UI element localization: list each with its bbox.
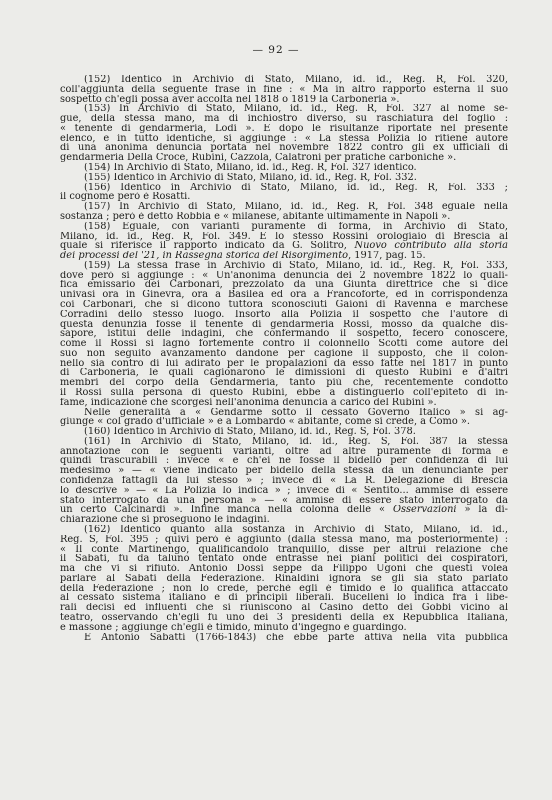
note-159-line-11: nello sia contro di lui adirato per le propalazioni da esso fatte nel 1817 in punto bbox=[60, 358, 508, 369]
note-160-line-1: (160) Identico in Archivio di Stato, Milano, id. id., Reg. S, Fol. 378. bbox=[84, 427, 416, 437]
note-153-line-1: (153) In Archivio di Stato, Milano, id. id., Reg. R, Fol. 327 al nome se- bbox=[84, 104, 508, 115]
note-159-line-14: il Rossi sulla persona di questo Rubini, ebbe a distinguerlo coll'epiteto di in- bbox=[60, 388, 508, 398]
note-158-text-a: quale si riferisce il rapporto indicato da G. Solitro, bbox=[60, 241, 355, 252]
note-162-line-4: il Sabati, fu da taluno tentato onde entrasse nei piani politici dei cospiratori, bbox=[60, 554, 508, 565]
note-162-line-6: parlare al Sabati della Federazione. Rinaldini ignora se gli sia stato parlato bbox=[60, 573, 508, 584]
note-152-line-1: (152) Identico in Archivio di Stato, Milano, id. id., Reg. R, Fol. 320, bbox=[84, 75, 508, 85]
footnotes-body bbox=[60, 75, 508, 642]
note-161-line-2: annotazione con le seguenti varianti, oltre ad altre puramente di forma e bbox=[60, 446, 508, 457]
note-161-text-a: un certo Calcinardi ». Infine manca nella colonna delle « bbox=[60, 505, 393, 516]
note-153-line-3: « tenente di gendarmeria, Lodi ». E dopo le risultanze riportate nel presente bbox=[60, 123, 508, 134]
note-162-line-3: « Il conte Martinengo, qualificandolo tranquillo, disse per altrui relazione che bbox=[60, 544, 508, 555]
note-159-line-2: dove però si aggiunge : « Un'anonima denuncia dei 2 novembre 1822 lo quali- bbox=[60, 270, 508, 281]
note-159-line-9: come il Rossi si lagnò fortemente contro il colonnello Scotti come autore del bbox=[60, 339, 508, 349]
note-162-line-10: teatro, osservando ch'egli fu uno dei 3 presidenti della ex Repubblica Italiana, bbox=[60, 612, 508, 623]
note-161-line-3: quindi trascurabili : invece « e ch'ei ne fosse il bidello per confidenza di lui bbox=[60, 456, 508, 467]
note-159-line-3: fica emissario dei Carbonari, prezzolato da una Giunta direttrice che si dice bbox=[60, 280, 508, 291]
note-159-line-10: suo non seguito avanzamento dandone per cagione il supposto, che il colon- bbox=[60, 348, 508, 359]
note-159-line-13: membri del corpo della Gendarmeria, tanto più che, recentemente condotto bbox=[60, 378, 508, 388]
note-162-line-7: della Federazione ; non lo crede, perchè egli è timido e lo qualifica attaccato bbox=[60, 583, 508, 594]
note-159-line-1: (159) La stessa frase in Archivio di Stato, Milano, id. id., Reg. R, Fol. 333, bbox=[84, 260, 508, 271]
note-161-line-7: stato interrogato da una persona » — « ammise di essere stato interrogato da bbox=[60, 495, 508, 506]
note-161-line-5: confidenza fattagli da lui stesso » ; invece di « La R. Delegazione di Brescia bbox=[60, 476, 508, 486]
note-157-line-1: (157) In Archivio di Stato, Milano, id. id., Reg. R, Fol. 348 eguale nella bbox=[84, 202, 508, 212]
note-159-line-15: fame, indicazione che scorgesi nell'anonima denuncia a carico del Rubini ». bbox=[60, 397, 437, 408]
note-162-line-1: (162) Identico quanto alla sostanza in Archivio di Stato, Milano, id. id., bbox=[84, 524, 508, 535]
note-162-line-9: rali decisi ed influenti che si riuniscono al Casino detto dei Gobbi vicino al bbox=[60, 603, 508, 613]
note-161-line-4: medesimo » — « viene indicato per bidello della stessa da un denunciante per bbox=[60, 466, 508, 477]
note-158-line-2: Milano, id. id., Reg. R, Fol. 349. E lo stesso Rossini orologiaio di Brescia al bbox=[60, 231, 508, 242]
note-156-line-2: il cognome però è Rosatti. bbox=[60, 192, 191, 203]
note-159-line-12: di Carboneria, le quali cagionarono le dimissioni di questo Rubini e d'altri bbox=[60, 368, 508, 379]
note-158-italic-title-b: dei processi del '21, in bbox=[60, 251, 176, 261]
note-161-line-1: (161) In Archivio di Stato, Milano, id. id., Reg. S, Fol. 387 la stessa bbox=[84, 436, 508, 447]
note-153-line-5: di una anonima denuncia portata nel novembre 1822 contro gli ex ufficiali di bbox=[60, 143, 508, 154]
note-153-line-4: elenco, e in tutto identiche, si aggiunge : « La stessa Polizia lo ritiene autore bbox=[60, 133, 508, 144]
note-161-text-b: » la di- bbox=[456, 505, 508, 516]
note-162-line-12: È Antonio Sabatti (1766-1843) che ebbe parte attiva nella vita pubblica bbox=[84, 632, 508, 643]
note-161-line-9: chiarazione che si proseguono le indagini. bbox=[60, 515, 270, 525]
note-162-line-5: ma che vi si rifiutò. Antonio Dossi seppe da Filippo Ugoni che questi volea bbox=[60, 564, 508, 574]
note-159-line-16: Nelle generalità a « Gendarme sotto il cessato Governo Italico » si ag- bbox=[84, 407, 508, 418]
note-159-line-8: sapore, istituì delle indagini, che confermando il sospetto, fecero conoscere, bbox=[60, 329, 508, 340]
note-153-line-6: gendarmeria Della Croce, Rubini, Cazzola, Calatroni per pratiche carboniche ». bbox=[60, 153, 457, 164]
note-152-line-2: coll'aggiunta della seguente frase in fine : « Ma in altro rapporto esterna il suo bbox=[60, 84, 508, 95]
note-157-line-2: sostanza ; però è detto Robbia e « milanese, abitante ultimamente in Napoli ». bbox=[60, 211, 451, 222]
note-159-line-4: univasi ora in Ginevra, ora a Basilea ed ora a Francoforte, ed in corrispondenza bbox=[60, 290, 508, 300]
note-158-text-b: , 1917, pag. 15. bbox=[348, 251, 426, 261]
note-158-line-4 bbox=[60, 251, 508, 261]
note-159-line-6: Corradini dello stesso luogo. Insorto alla Polizia il sospetto che l'autore di bbox=[60, 309, 508, 320]
note-161-line-6: lo descrive » — « La Polizia lo indica » ; invece di « Sentito... ammise di essere bbox=[60, 485, 508, 496]
note-161-line-8 bbox=[60, 505, 508, 515]
note-156-line-1: (156) Identico in Archivio di Stato, Milano, id. id., Reg. R, Fol. 333 ; bbox=[84, 182, 508, 193]
note-152-line-3: sospetto ch'egli possa aver accolta nel 1818 o 1819 la Carboneria ». bbox=[60, 94, 400, 105]
note-159-line-5: coi Carbonari, che si dicono tuttora sconosciuti Gaioni di Ravenna e marchese bbox=[60, 299, 508, 310]
note-158-line-1: (158) Eguale, con varianti puramente di forma, in Archivio di Stato, bbox=[84, 221, 508, 232]
page-number: — 92 — bbox=[252, 44, 300, 56]
note-159-line-7: questa denunzia fosse il tenente di gendarmeria Rossi, mosso da qualche dis- bbox=[60, 319, 508, 330]
note-155-line-1: (155) Identico in Archivio di Stato, Milano, id. id., Reg. R, Fol. 332. bbox=[84, 172, 417, 183]
note-162-line-2: Reg. S, Fol. 395 ; quivi però è aggiunto (dalla stessa mano, ma posteriormente) : bbox=[60, 534, 508, 545]
note-154-line-1: (154) In Archivio di Stato, Milano, id. id., Reg. R, Fol. 327 identico. bbox=[84, 163, 417, 173]
note-161-italic-osservazioni: Osservazioni bbox=[392, 505, 457, 516]
note-159-line-17: giunge « col grado d'ufficiale » e a Lombardo « abitante, come si crede, a Como ». bbox=[60, 417, 470, 428]
note-162-line-8: al cessato sistema italiano e di principii liberali. Bucelleni lo indica fra i libe- bbox=[60, 593, 508, 604]
note-162-line-11: e massone ; aggiunge ch'egli è timido, minuto d'ingegno e guardingo. bbox=[60, 622, 407, 633]
note-158-italic-title-a: Nuovo contributo alla storia bbox=[354, 241, 508, 252]
note-158-line-3 bbox=[60, 241, 508, 251]
note-153-line-2: gue, della stessa mano, ma di inchiostro diverso, su raschiatura del foglio : bbox=[60, 114, 508, 124]
note-158-italic-journal: Rassegna storica del Risorgimento bbox=[175, 251, 349, 261]
